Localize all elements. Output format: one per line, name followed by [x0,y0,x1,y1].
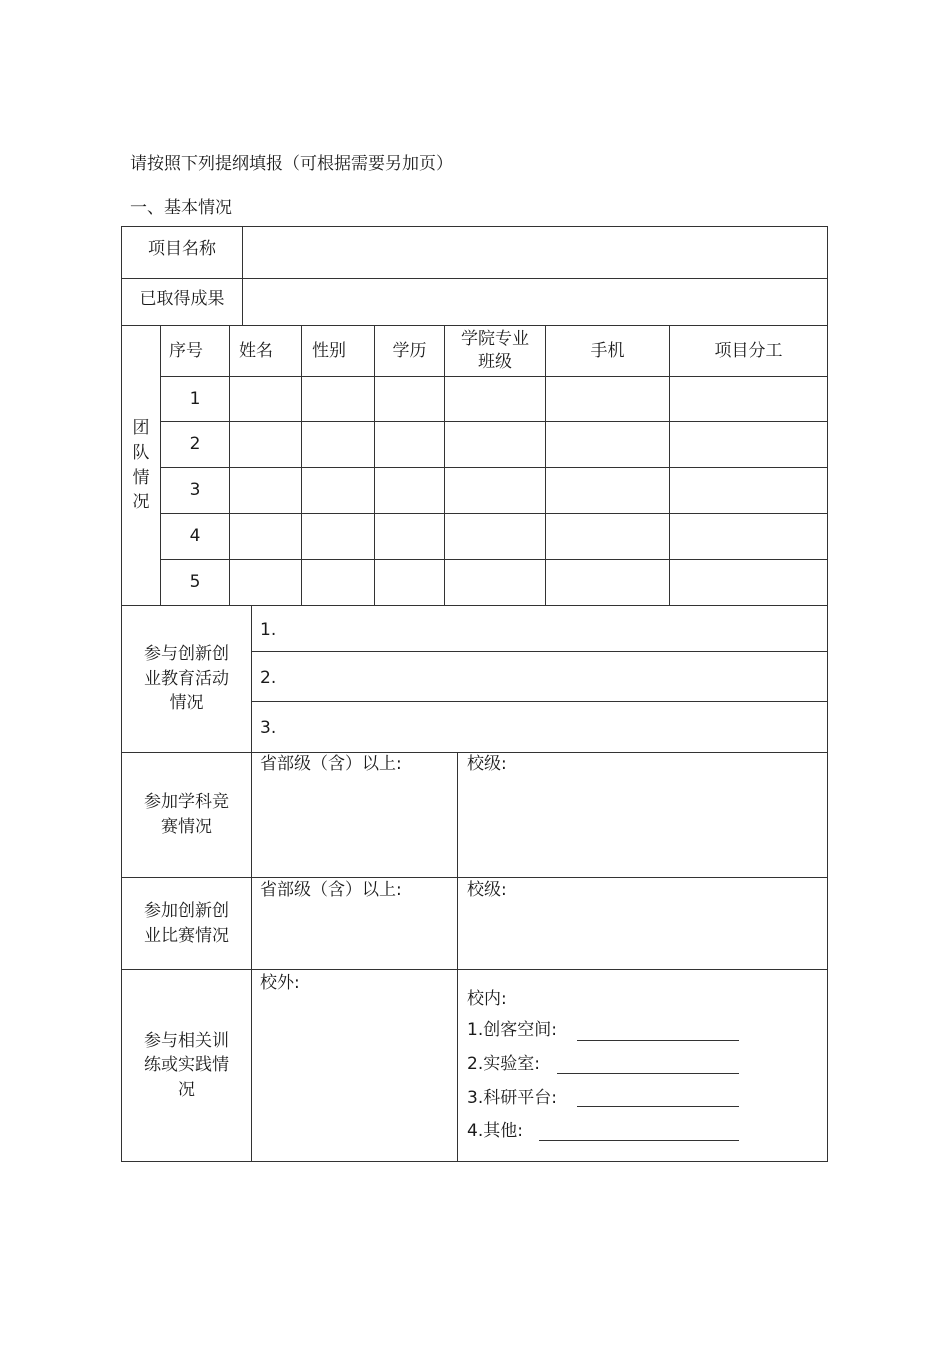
row-divider [251,701,828,702]
entrepreneur-provincial-label: 省部级（含）以上: [260,880,402,900]
project-name-label: 项目名称 [148,239,216,260]
row-divider [160,513,828,514]
team-row-number: 2 [189,434,201,455]
table-border-right [827,226,828,1162]
section-title: 一、基本情况 [130,198,232,218]
innovation-item: 3. [260,718,277,738]
header-role: 项目分工 [714,340,783,361]
intro-text: 请按照下列提纲填报（可根据需要另加页） [130,154,453,174]
team-row-number: 5 [189,572,201,593]
training-label: 参与相关训 练或实践情 况 [144,1030,229,1100]
header-name: 姓名 [239,340,273,361]
laboratory-blank[interactable] [557,1073,739,1074]
row-divider [160,421,828,422]
row-divider [160,376,828,377]
other-blank[interactable] [539,1140,739,1141]
innovation-item: 2. [260,668,277,688]
table-border-bottom [121,1161,828,1162]
row-divider [160,467,828,468]
header-phone: 手机 [590,340,625,361]
header-education: 学历 [392,340,427,361]
training-item-laboratory: 2.实验室: [467,1054,540,1074]
header-college: 学院专业 班级 [461,329,529,372]
project-name-input[interactable] [243,227,827,278]
innovation-item: 1. [260,620,277,640]
training-item-other: 4.其他: [467,1121,523,1141]
achievements-input[interactable] [243,279,827,325]
entrepreneur-competition-label: 参加创新创 业比赛情况 [144,900,229,946]
header-gender: 性别 [312,340,346,361]
maker-space-blank[interactable] [577,1040,739,1041]
header-seq: 序号 [169,340,203,361]
subject-school-label: 校级: [467,754,507,774]
achievements-label: 已取得成果 [139,288,225,309]
team-row-number: 1 [189,388,201,409]
entrepreneur-school-label: 校级: [467,880,507,900]
team-row-number: 3 [189,480,201,501]
subject-competition-label: 参加学科竞 赛情况 [144,792,229,837]
training-internal-label: 校内: [467,989,507,1009]
innovation-activity-label: 参与创新创 业教育活动 情况 [144,644,229,714]
row-divider [251,651,828,652]
col-divider [457,752,458,1162]
team-row-number: 4 [189,526,201,547]
training-item-research-platform: 3.科研平台: [467,1088,557,1108]
row-divider [160,559,828,560]
training-external-label: 校外: [260,973,300,993]
research-platform-blank[interactable] [577,1106,739,1107]
training-item-maker-space: 1.创客空间: [467,1020,557,1040]
col-divider [251,605,252,1162]
team-label: 团 队 情 况 [132,418,150,513]
subject-provincial-label: 省部级（含）以上: [260,754,402,774]
